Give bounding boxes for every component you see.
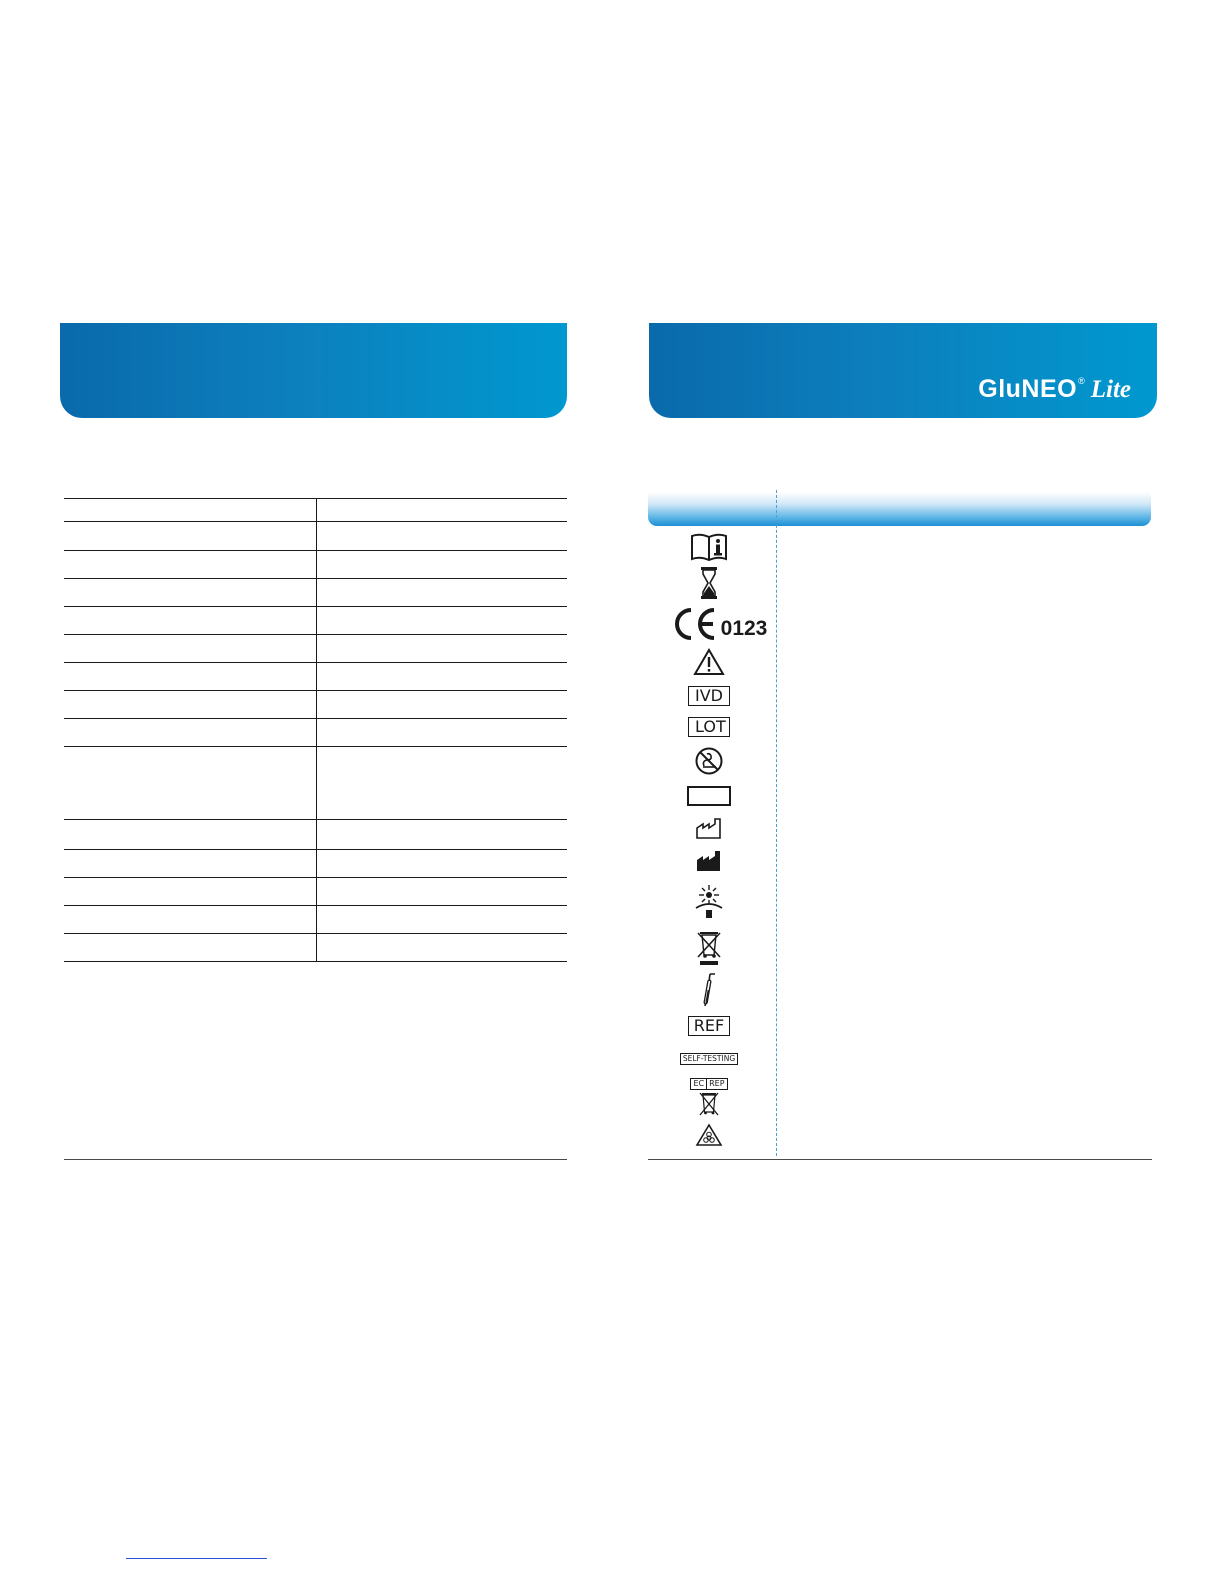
specifications-table <box>64 498 567 962</box>
temperature-limit-icon <box>640 972 778 1013</box>
lot-icon <box>640 717 778 737</box>
symbols-table-header <box>648 492 1151 526</box>
blank-label-box-icon <box>640 785 778 812</box>
brand-logo <box>978 375 1131 404</box>
date-of-manufacture-icon <box>640 816 778 845</box>
ivd-icon <box>640 686 778 706</box>
ref-label: REF <box>688 1016 730 1036</box>
biohazard-warning-icon <box>640 1123 778 1152</box>
left-page-header-banner <box>60 323 567 418</box>
ivd-label: IVD <box>688 686 730 706</box>
self-testing-label: SELF-TESTING <box>680 1053 738 1065</box>
brand-variant: Lite <box>1090 376 1131 403</box>
self-testing-icon <box>640 1048 778 1066</box>
crossed-out-bin-icon <box>640 929 778 972</box>
ec-rep-icon <box>640 1073 778 1091</box>
caution-icon <box>640 648 778 681</box>
table-column-divider <box>316 498 317 961</box>
hyperlink-underline[interactable] <box>126 1558 267 1559</box>
notified-body-number: 0123 <box>720 617 768 640</box>
left-page-footer-rule <box>64 1159 567 1160</box>
right-page-header-banner <box>649 323 1157 418</box>
lot-label: LOT <box>688 717 730 737</box>
hourglass-icon <box>640 566 778 605</box>
right-page-footer-rule <box>648 1159 1152 1160</box>
keep-away-from-sunlight-icon <box>640 884 778 925</box>
consult-instructions-icon <box>640 532 778 567</box>
crossed-out-bin-small-icon <box>640 1090 778 1125</box>
ref-icon <box>640 1016 778 1036</box>
ce-mark-icon <box>650 607 788 641</box>
registered-mark: ® <box>1078 376 1085 386</box>
rep-label: REP <box>709 1079 725 1088</box>
manufacturer-icon <box>640 850 778 877</box>
ec-label: EC <box>691 1079 707 1089</box>
do-not-reuse-icon <box>640 746 778 781</box>
brand-name: GluNEO <box>978 375 1078 403</box>
